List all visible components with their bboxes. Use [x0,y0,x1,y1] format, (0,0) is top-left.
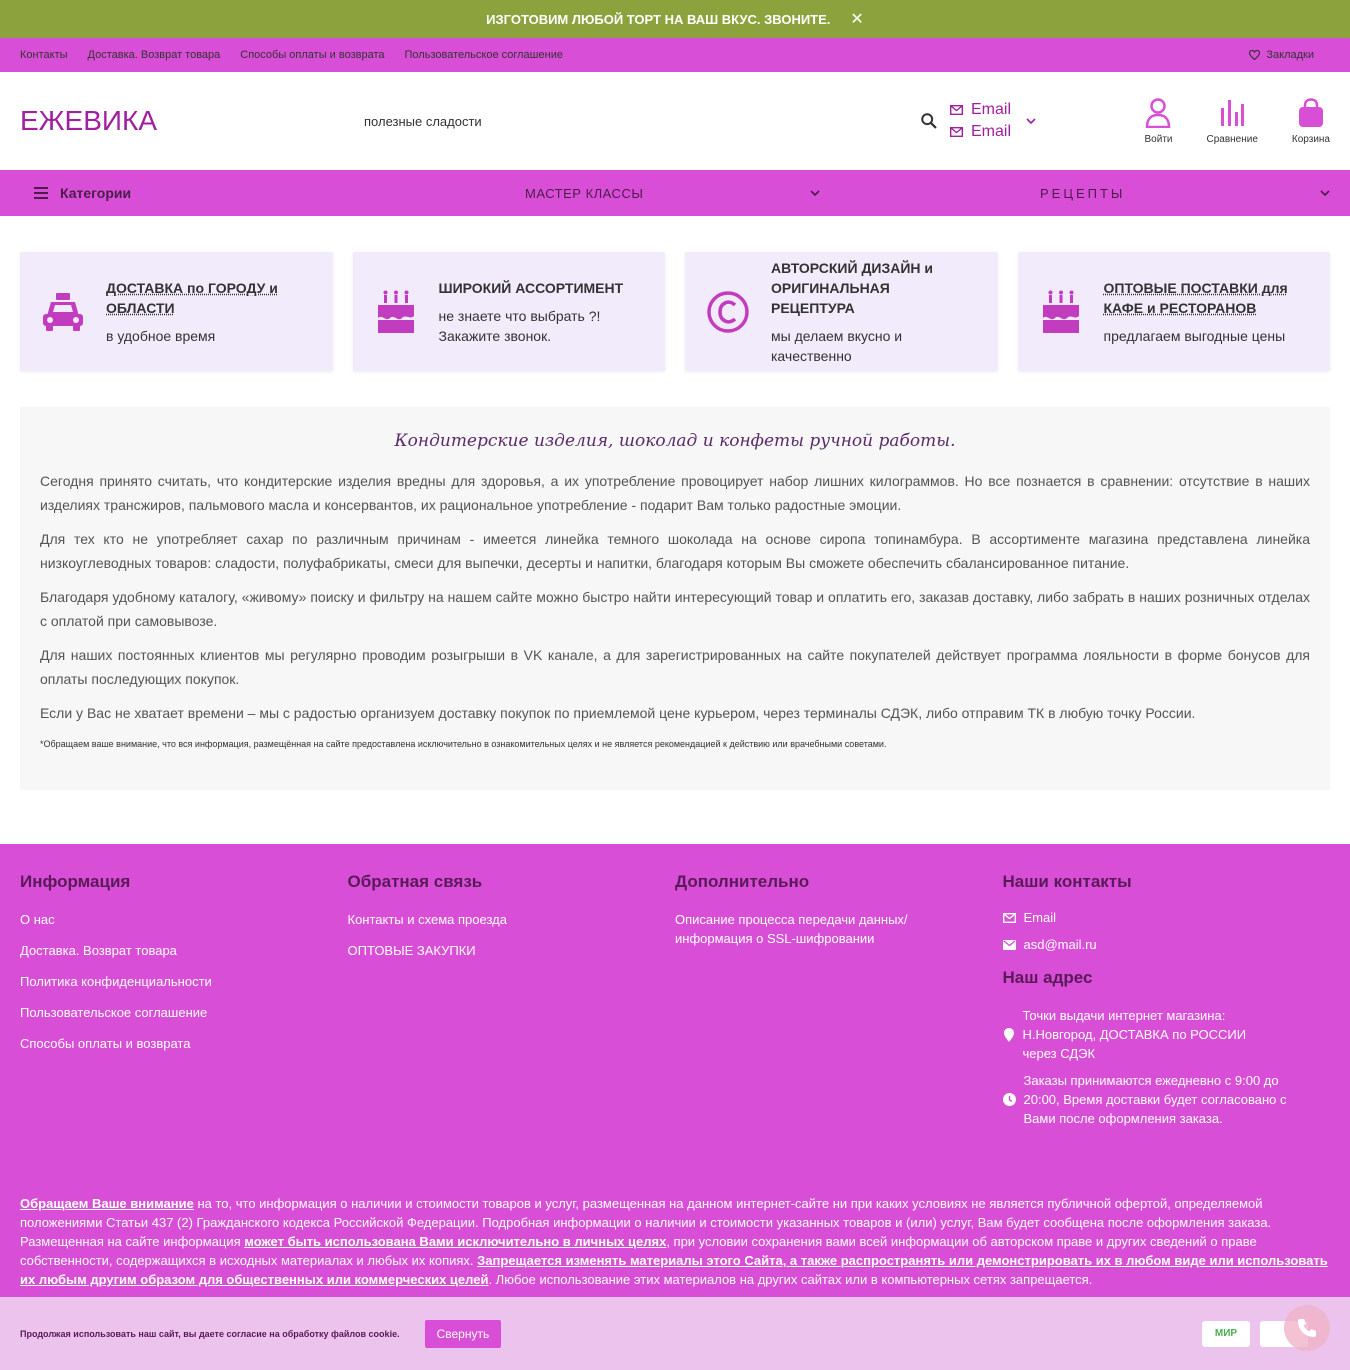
footer-contacts [1003,872,1331,1136]
hamburger-icon [34,187,48,199]
feature-delivery-title[interactable]: ДОСТАВКА по ГОРОДУ и ОБЛАСТИ [106,279,278,316]
disclaimer-bold[interactable]: Обращаем Ваше внимание [20,1196,194,1211]
feature-wholesale [1018,252,1331,371]
email-dropdown[interactable] [950,101,1037,141]
menu-recipes-label: РЕЦЕПТЫ [1040,185,1126,201]
about-section [20,407,1330,790]
menu-master-classes[interactable] [450,186,840,201]
promo-banner [0,0,1350,38]
about-paragraph: Сегодня принято считать, что кондитерские изделия вредны для здоровья, а их употребление провоцирует набор лишних килограммов. Но все познается в сравнении: отсутствие в наших изделиях трансжиров, пальмового масла и консервантов, их рациональное употребление - подарит Вам только радостные эмоции. [40,473,1310,513]
compare-icon [1219,98,1245,128]
footer-info [20,872,348,1136]
feature-design-title: АВТОРСКИЙ ДИЗАЙН и ОРИГИНАЛЬНАЯ РЕЦЕПТУРА [771,259,934,316]
search-icon[interactable] [920,112,938,130]
disclaimer-bold[interactable]: может быть использована Вами исключительно в личных целях [244,1234,667,1249]
features-row [0,216,1350,371]
feature-wholesale-title[interactable]: ОПТОВЫЕ ПОСТАВКИ для КАФЕ и РЕСТОРАНОВ [1103,279,1288,316]
footer-hours: Заказы принимаются ежедневно с 9:00 до 20:00, Время доставки будет согласовано с Вами после оформления заказа. [1023,1073,1287,1126]
footer-email: asd@mail.ru [1023,937,1097,952]
footer-link[interactable]: ОПТОВЫЕ ЗАКУПКИ [347,943,476,958]
footer-address-title: Наш адрес [1002,968,1093,987]
footer-extra-title: Дополнительно [675,872,810,891]
footer-hours-row [1003,1071,1331,1128]
feature-delivery [20,252,333,371]
footer-link[interactable]: Пользовательское соглашение [20,1005,208,1020]
bookmarks-link[interactable] [1249,49,1314,61]
footer-email-row[interactable] [1003,937,1331,952]
chevron-down-icon[interactable] [1025,115,1037,127]
bookmarks-label: Закладки [1266,49,1314,61]
footer-link[interactable]: Доставка. Возврат товара [20,943,177,958]
topnav-link-agreement[interactable]: Пользовательское соглашение [404,49,563,61]
footer-feedback-title: Обратная связь [347,872,483,891]
mir-card-icon: МИР [1202,1321,1250,1347]
top-nav [0,38,1350,72]
about-paragraph: Для наших постоянных клиентов мы регулярно проводим розыгрыши в VK канале, а для зарегистрированных на сайте покупателей действует программа лояльности в форме бонусов для оплаты последующих покупок. [40,647,1310,687]
footer-link[interactable]: Описание процесса передачи данных/ информация о SSL-шифровании [675,912,908,946]
feature-assortment [353,252,666,371]
copyright-icon [705,289,751,335]
footer-link[interactable]: Политика конфиденциальности [20,974,212,989]
clock-icon [1003,1093,1016,1106]
logo[interactable]: ЕЖЕВИКА [20,105,157,136]
login-button[interactable] [1145,98,1173,145]
footer-link[interactable]: Способы оплаты и возврата [20,1036,191,1051]
topnav-link-payment[interactable]: Способы оплаты и возврата [240,49,385,61]
feature-design [685,252,998,371]
footer-contacts-title: Наши контакты [1002,872,1132,891]
close-icon[interactable]: ✕ [850,11,864,28]
footer-link[interactable]: Контакты и схема проезда [347,912,507,927]
heart-icon [1249,50,1260,60]
map-pin-icon [1003,1028,1015,1042]
call-button[interactable] [1284,1305,1330,1351]
user-icon [1145,98,1171,128]
envelope-icon [950,127,963,137]
about-paragraph: Благодаря удобному каталогу, «живому» поиску и фильтру на нашем сайте можно быстро найти интересующий товар и оплатить его, заказав доставку, либо забрать в наших розничных отделах с оплатой при самовывозе. [40,589,1310,629]
envelope-filled-icon [1003,940,1016,950]
menu-master-classes-label: МАСТЕР КЛАССЫ [525,185,644,201]
footer-feedback [348,872,676,1136]
topnav-link-contacts[interactable]: Контакты [20,49,68,61]
login-label: Войти [1144,133,1173,145]
envelope-icon [1003,913,1016,923]
disclaimer-bold[interactable]: Запрещается изменять материалы этого Сайта, а также распространять или демонстрировать их в любом виде или использовать их любым другим образом для общественных или коммерческих целей [20,1253,1328,1287]
search-bar [350,101,950,141]
about-title: Кондитерские изделия, шоколад и конфеты ручной работы. [394,431,956,451]
feature-assortment-title: ШИРОКИЙ АССОРТИМЕНТ [438,279,624,296]
footer-email-label-row[interactable] [1003,910,1331,925]
cookie-banner [0,1297,1350,1370]
footer-link[interactable]: О нас [20,912,55,927]
chevron-down-icon [810,189,820,197]
cart-label: Корзина [1291,133,1330,145]
topnav-link-delivery[interactable]: Доставка. Возврат товара [87,49,221,61]
compare-button[interactable] [1206,98,1257,145]
footer-address: Точки выдачи интернет магазина: Н.Новгород, ДОСТАВКА по РОССИИ через СДЭК [1022,1008,1247,1061]
footer [0,844,1350,1370]
cake-icon [373,289,419,335]
email-label: Email [971,101,1012,118]
taxi-icon [40,289,86,335]
categories-label: Категории [60,185,132,201]
disclaimer-text: , при условии сохранения вами всей информации об авторском праве и других сведений о праве собственности, содержащихся в исходных материалах и любых их копиях. [20,1234,1257,1268]
cake-icon [1038,289,1084,335]
menu-recipes[interactable] [840,186,1330,201]
email-row[interactable] [950,123,1011,141]
footer-extra [675,872,1003,1136]
email-label: Email [971,123,1012,140]
about-paragraph: Для тех кто не употребляет сахар по различным причинам - имеется линейка темного шоколада на основе сиропа топинамбура. В ассортименте магазина представлена линейка низкоуглеводных товаров: сладости, полуфабрикаты, смеси для выпечки, десерты и напитки, благодаря которым Вы сможете обеспечить сбалансированное питание. [40,531,1310,571]
feature-wholesale-sub: предлагаем выгодные цены [1103,327,1286,344]
chevron-down-icon [1320,189,1330,197]
promo-text: ИЗГОТОВИМ ЛЮБОЙ ТОРТ НА ВАШ ВКУС. ЗВОНИТЕ. [486,11,831,27]
compare-label: Сравнение [1206,133,1258,145]
feature-assortment-sub: не знаете что выбрать ?! Закажите звонок. [438,307,601,344]
bag-icon [1297,98,1325,128]
feature-delivery-sub: в удобное время [106,327,216,344]
footer-email-label: Email [1023,910,1057,925]
about-note: *Обращаем ваше внимание, что вся информация, размещённая на сайте предоставлена исключительно в ознакомительных целях и не является рекомендацией к действию или врачебными советами. [40,739,887,749]
search-input[interactable] [350,101,950,141]
feature-design-sub: мы делаем вкусно и качественно [771,327,903,364]
categories-button[interactable] [20,185,450,201]
header [0,72,1350,170]
disclaimer-text: на то, что информация о наличии и стоимости товаров и услуг, размещенная на данном интернет-сайте ни при каких условиях не является публичной офертой, определяемой положениями Статьи 437 (2) Гражданского кодекса Российской Федерации. Подробная информации о наличии и стоимости указанных товаров и (или) услуг, Вам будет сообщена после оформления заказа. Размещенная на сайте информация [20,1196,1272,1249]
category-bar [0,170,1350,216]
collapse-button[interactable]: Свернуть [425,1320,502,1348]
cookie-text: Продолжая использовать наш сайт, вы даете согласие на обработку файлов cookie. [20,1328,400,1339]
cart-button[interactable] [1292,98,1330,145]
envelope-icon [950,105,963,115]
disclaimer-text: . Любое использование этих материалов на других сайтах или в компьютерных сетях запрещается. [488,1272,1093,1287]
phone-icon [1296,1317,1318,1339]
footer-disclaimer [20,1194,1330,1289]
footer-info-title: Информация [20,872,131,891]
email-row[interactable] [950,101,1011,119]
about-paragraph: Если у Вас не хватает времени – мы с радостью организуем доставку покупок по приемлемой цене курьером, через терминалы СДЭК, либо отправим ТК в любую точку России. [40,705,1196,721]
footer-address-row [1003,1006,1331,1063]
